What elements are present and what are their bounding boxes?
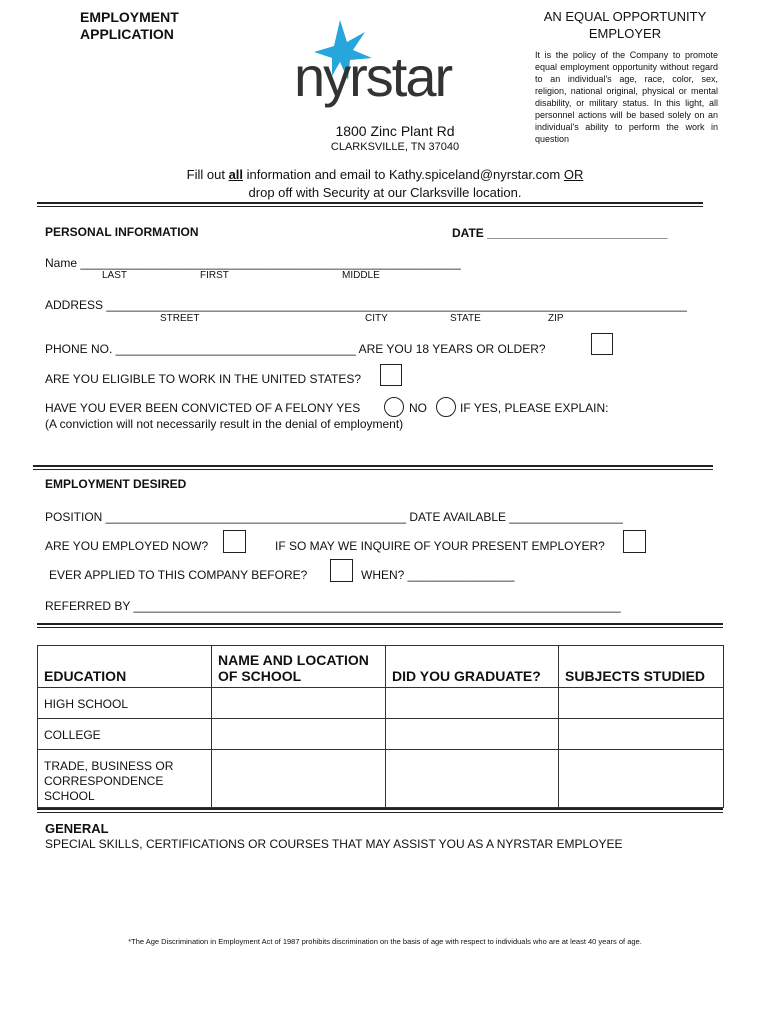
edu-row-label: HIGH SCHOOL — [38, 688, 212, 719]
general-heading: GENERAL — [45, 821, 109, 836]
skills-field[interactable]: SPECIAL SKILLS, CERTIFICATIONS OR COURSES THAT MAY ASSIST YOU AS A NYRSTAR EMPLOYEE — [45, 837, 623, 851]
applied-label: EVER APPLIED TO THIS COMPANY BEFORE? — [49, 568, 308, 582]
edu-cell[interactable] — [212, 719, 386, 750]
felony-yes-radio[interactable] — [384, 397, 404, 417]
instructions-mid: information and email to Kathy.spiceland@nyrstar.com — [243, 167, 564, 182]
form-title-line1: EMPLOYMENT — [80, 9, 179, 25]
section-divider — [37, 202, 703, 207]
company-street: 1800 Zinc Plant Rd — [335, 123, 455, 139]
addr-sub-city: CITY — [365, 313, 388, 324]
felony-note: (A conviction will not necessarily result in the denial of employment) — [45, 417, 404, 431]
felony-no-radio[interactable] — [436, 397, 456, 417]
instructions-or: OR — [563, 167, 584, 182]
inquire-label: IF SO MAY WE INQUIRE OF YOUR PRESENT EMPLOYER? — [275, 539, 605, 553]
edu-cell[interactable] — [386, 688, 559, 719]
referred-field[interactable]: REFERRED BY _________________________________________________________________________ — [45, 599, 621, 613]
section-divider — [37, 623, 723, 628]
table-row — [38, 688, 724, 719]
inquire-checkbox[interactable] — [623, 530, 646, 553]
eoe-policy-text: It is the policy of the Company to promote equal employment opportunity without regard to an individual's age, race, color, sex, religion, national original, physical or mental disability, or military status. In this light, all personnel actions will be based solely on an individual's ability to perform the work in question — [535, 50, 718, 144]
eoe-line1: AN EQUAL OPPORTUNITY — [543, 9, 707, 24]
personal-heading: PERSONAL INFORMATION — [45, 225, 199, 239]
employed-label: ARE YOU EMPLOYED NOW? — [45, 539, 209, 553]
felony-no-label: NO — [409, 401, 427, 415]
section-divider — [37, 808, 723, 813]
education-table — [37, 645, 724, 808]
applied-checkbox[interactable] — [330, 559, 353, 582]
instructions — [120, 166, 650, 202]
name-field[interactable]: Name _________________________________________________________ — [45, 256, 461, 270]
over18-checkbox[interactable] — [591, 333, 613, 355]
edu-cell[interactable] — [386, 719, 559, 750]
addr-sub-zip: ZIP — [548, 313, 564, 324]
form-title-line2: APPLICATION — [80, 26, 174, 42]
edu-header-education: EDUCATION — [38, 646, 212, 688]
felony-label: HAVE YOU EVER BEEN CONVICTED OF A FELONY YES — [45, 401, 361, 415]
employment-heading: EMPLOYMENT DESIRED — [45, 477, 187, 491]
edu-row-label: TRADE, BUSINESS OR CORRESPONDENCE SCHOOL — [38, 750, 212, 808]
instructions-pre: Fill out — [186, 167, 229, 182]
edu-header-subjects: SUBJECTS STUDIED — [559, 646, 724, 688]
edu-cell[interactable] — [212, 688, 386, 719]
employed-checkbox[interactable] — [223, 530, 246, 553]
address-field[interactable]: ADDRESS _______________________________________________________________________________________ — [45, 298, 687, 312]
section-divider — [33, 465, 713, 470]
eligible-checkbox[interactable] — [380, 364, 402, 386]
nyrstar-logo — [292, 18, 514, 113]
name-sub-middle: MIDDLE — [342, 270, 380, 281]
position-field[interactable]: POSITION _____________________________________________ DATE AVAILABLE _________________ — [45, 510, 623, 524]
name-sub-last: LAST — [102, 270, 128, 281]
phone-field[interactable]: PHONE NO. ____________________________________ ARE YOU 18 YEARS OR OLDER? — [45, 342, 546, 356]
eligible-label: ARE YOU ELIGIBLE TO WORK IN THE UNITED STATES? — [45, 372, 362, 386]
company-city: CLARKSVILLE, TN 37040 — [330, 141, 460, 153]
eoe-heading — [520, 8, 730, 42]
footnote: *The Age Discrimination in Employment Act of 1987 prohibits discrimination on the basis of age with respect to individuals who are at least 40 years of age. — [128, 937, 642, 946]
instructions-line2: drop off with Security at our Clarksville location. — [248, 185, 522, 200]
edu-header-graduate: DID YOU GRADUATE? — [386, 646, 559, 688]
edu-header-school: NAME AND LOCATION OF SCHOOL — [212, 646, 386, 688]
when-field[interactable]: WHEN? ________________ — [361, 568, 515, 582]
table-row — [38, 750, 724, 808]
felony-explain-label: IF YES, PLEASE EXPLAIN: — [460, 401, 609, 415]
edu-cell[interactable] — [386, 750, 559, 808]
addr-sub-state: STATE — [450, 313, 481, 324]
eoe-line2: EMPLOYER — [588, 26, 662, 41]
edu-row-label: COLLEGE — [38, 719, 212, 750]
svg-text:nyrstar: nyrstar — [294, 45, 452, 108]
edu-cell[interactable] — [212, 750, 386, 808]
form-title — [80, 9, 179, 43]
instructions-all: all — [228, 167, 244, 182]
name-sub-first: FIRST — [200, 270, 229, 281]
addr-sub-street: STREET — [160, 313, 200, 324]
edu-cell[interactable] — [559, 688, 724, 719]
date-field[interactable]: DATE ___________________________ — [452, 226, 668, 240]
edu-cell[interactable] — [559, 719, 724, 750]
table-row — [38, 719, 724, 750]
edu-cell[interactable] — [559, 750, 724, 808]
